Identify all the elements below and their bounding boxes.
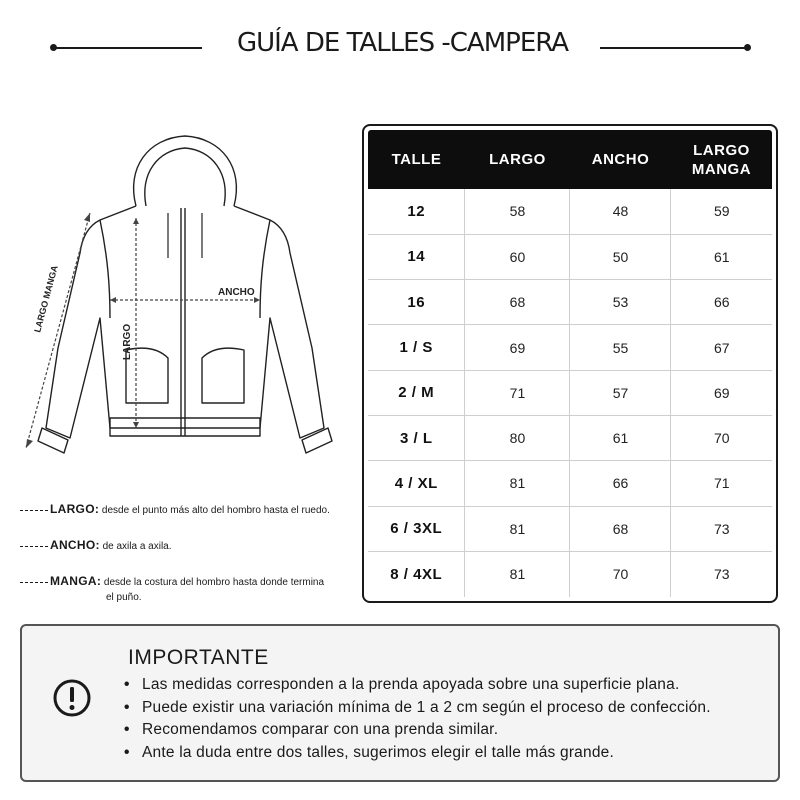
dash-marker [20, 510, 48, 511]
ancho-cell: 57 [570, 370, 671, 415]
ancho-cell: 68 [570, 506, 671, 551]
largo-manga-cell: 69 [671, 370, 772, 415]
size-table-card [362, 124, 778, 603]
ancho-cell: 66 [570, 461, 671, 506]
important-title: IMPORTANTE [128, 646, 269, 669]
dash-marker [20, 582, 48, 583]
table-row [368, 551, 772, 596]
size-cell: 8 / 4XL [368, 551, 465, 596]
list-item: • Las medidas corresponden a la prenda apoyada sobre una superficie plana. [124, 674, 711, 697]
largo-manga-cell: 61 [671, 234, 772, 279]
largo-manga-cell: 66 [671, 280, 772, 325]
measurement-definitions [20, 502, 365, 625]
size-cell: 2 / M [368, 370, 465, 415]
title-rule-left [52, 47, 202, 49]
largo-manga-cell: 71 [671, 461, 772, 506]
largo-cell: 81 [465, 506, 570, 551]
definition-manga [20, 574, 365, 605]
largo-manga-cell: 67 [671, 325, 772, 370]
ancho-cell: 70 [570, 551, 671, 596]
size-cell: 3 / L [368, 415, 465, 460]
largo-label: LARGO [122, 323, 133, 360]
table-row [368, 189, 772, 234]
definition-term: LARGO: [50, 502, 100, 516]
header-talle: TALLE [368, 130, 465, 189]
important-list [124, 674, 711, 764]
largo-cell: 80 [465, 415, 570, 460]
ancho-cell: 48 [570, 189, 671, 234]
table-row [368, 234, 772, 279]
definition-ancho [20, 538, 365, 554]
largo-cell: 81 [465, 461, 570, 506]
table-header-row [368, 130, 772, 189]
definition-term: MANGA: [50, 574, 102, 588]
largo-cell: 81 [465, 551, 570, 596]
list-item: • Ante la duda entre dos talles, sugerimos elegir el talle más grande. [124, 742, 711, 765]
page-title: GUÍA DE TALLES -CAMPERA [236, 28, 569, 58]
ancho-cell: 55 [570, 325, 671, 370]
table-row [368, 370, 772, 415]
title-rule-right [600, 47, 748, 49]
largo-manga-label: LARGO MANGA [32, 264, 60, 334]
header-largo-manga-text: LARGO MANGA [691, 141, 752, 178]
dash-marker [20, 546, 48, 547]
definition-desc: de axila a axila. [102, 541, 172, 552]
largo-manga-cell: 73 [671, 506, 772, 551]
size-cell: 4 / XL [368, 461, 465, 506]
table-row [368, 506, 772, 551]
size-cell: 6 / 3XL [368, 506, 465, 551]
ancho-cell: 61 [570, 415, 671, 460]
size-cell: 14 [368, 234, 465, 279]
size-cell: 12 [368, 189, 465, 234]
definition-desc: desde la costura del hombro hasta donde termina [103, 577, 325, 588]
header-largo-manga [671, 130, 772, 189]
ancho-label: ANCHO [218, 287, 255, 298]
list-item: • Puede existir una variación mínima de 1 a 2 cm según el proceso de confección. [124, 697, 711, 720]
ancho-cell: 53 [570, 280, 671, 325]
largo-cell: 58 [465, 189, 570, 234]
table-row [368, 415, 772, 460]
largo-cell: 60 [465, 234, 570, 279]
header-ancho: ANCHO [570, 130, 671, 189]
exclamation-circle-icon [52, 678, 92, 718]
largo-cell: 69 [465, 325, 570, 370]
definition-term: ANCHO: [50, 538, 100, 552]
definition-desc: desde el punto más alto del hombro hasta el ruedo. [101, 505, 330, 516]
ancho-cell: 50 [570, 234, 671, 279]
largo-manga-cell: 59 [671, 189, 772, 234]
definition-largo [20, 502, 365, 518]
list-item: • Recomendamos comparar con una prenda similar. [124, 719, 711, 742]
largo-cell: 68 [465, 280, 570, 325]
header-largo: LARGO [465, 130, 570, 189]
largo-manga-cell: 73 [671, 551, 772, 596]
table-row [368, 325, 772, 370]
definition-desc-continued: el puño. [106, 592, 142, 603]
page-header [0, 26, 800, 66]
table-row [368, 461, 772, 506]
hoodie-illustration [18, 128, 348, 463]
size-cell: 1 / S [368, 325, 465, 370]
table-row [368, 280, 772, 325]
largo-manga-cell: 70 [671, 415, 772, 460]
largo-cell: 71 [465, 370, 570, 415]
important-notice [20, 624, 780, 782]
title-dot-right [744, 44, 751, 51]
size-cell: 16 [368, 280, 465, 325]
size-table [368, 130, 772, 597]
